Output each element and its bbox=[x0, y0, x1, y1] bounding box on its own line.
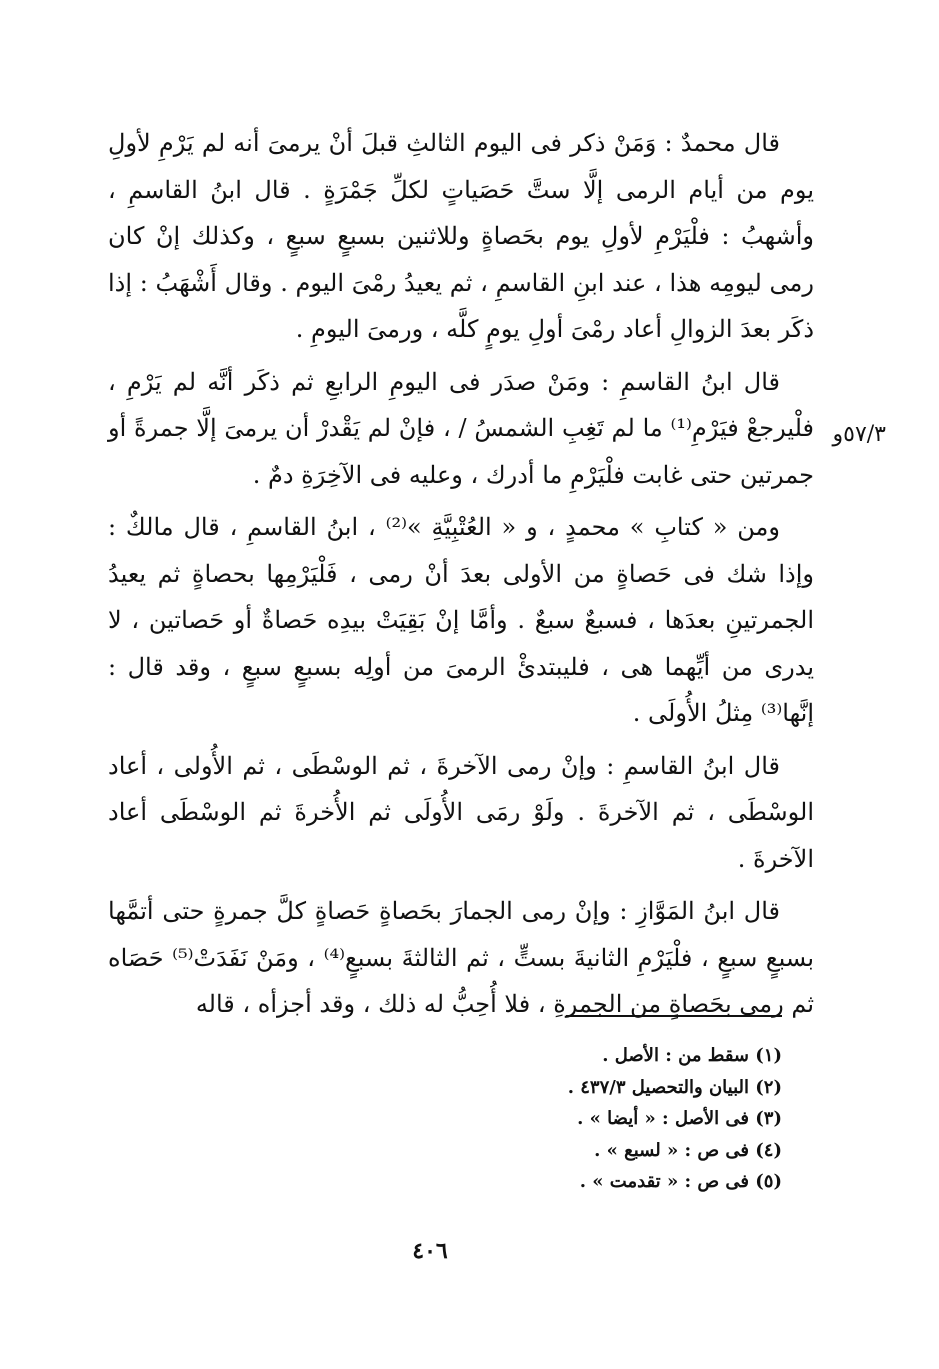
paragraph-5: قال ابنُ المَوَّازِ : وإنْ رمى الجمارَ بحَصاةٍ حَصاةٍ كلَّ جمرةٍ حتى أتمَّها بسبعٍ سبعٍ ، فلْيَرْمِ الثانيةَ بستٍّ ، ثم الثالثةَ بسبعٍ⁽⁴⁾ ، ومَنْ نَفَدَتْ⁽⁵⁾ حَصَاه ثم رمى بحَصاةٍ من الجمرةِ ، فلا أُحِبُّ له ذلك ، وقد أجزأه ، قاله bbox=[108, 897, 814, 1018]
footnotes bbox=[440, 1040, 782, 1198]
paragraph-3: ومن « كتابِ » محمدٍ ، و « العُتْبِيَّةِ »⁽²⁾ ، ابنُ القاسمِ ، قال مالكٌ : وإذا شك فى حَصاةٍ من الأولى بعدَ أنْ رمى ، فَلْيَرْمِها بحصاةٍ ثم يعيدُ الجمرتينِ بعدَها ، فسبعٌ سبعٌ . وأمَّا إنْ بَقِيَتْ بيدِه حَصاةٌ أو حَصاتين ، لا يدرى من أيِّهما هى ، فليبتدئْ الرمىَ من أولِه بسبعٍ سبعٍ ، وقد قال : إنَّها⁽³⁾ مِثلُ الأُولَى . bbox=[108, 513, 815, 727]
footnote-4: (٤) فى ص : « لسبع » . bbox=[594, 1139, 782, 1161]
main-text bbox=[108, 120, 814, 1028]
paragraph-4: قال ابنُ القاسمِ : وإنْ رمى الآخرةَ ، ثم الوسْطَى ، ثم الأُولى ، أعاد الوسْطَى ، ثم الآخرةَ . ولَوْ رمَى الأُولَى ثم الأُخرةَ ثم الوسْطَى أعاد الآخرةَ . bbox=[108, 751, 814, 873]
paragraph-2: قال ابنُ القاسمِ : ومَنْ صدَر فى اليومِ الرابعِ ثم ذكَر أنَّه لم يَرْمِ ، فلْيرجعْ فيَرْمِ⁽¹⁾ ما لم تَغِبِ الشمسُ / ، فإنْ لم يَقْدرْ أن يرمىَ إلَّا جمرةً أو جمرتين حتى غابت فلْيَرْمِ ما أدرك ، وعليه فى الآخِرَةِ دمٌ . bbox=[108, 367, 814, 489]
footnote-1: (١) سقط من : الأصل . bbox=[602, 1045, 782, 1066]
footnote-5: (٥) فى ص : « تقدمت » . bbox=[579, 1171, 782, 1192]
paragraph-1: قال محمدٌ : وَمَنْ ذكر فى اليوم الثالثِ قبلَ أنْ يرمىَ أنه لم يَرْمِ لأولِ يوم من أيام الرمى إلَّا ستَّ حَصَياتٍ لكلِّ جَمْرَةٍ . قال ابنُ القاسمِ ، وأشهبُ : فلْيَرْمِ لأولِ يوم بحَصاةٍ وللاثنين بسبعٍ سبعٍ ، وكذلك إنْ كان رمى ليومِه هذا ، عند ابنِ القاسمِ ، ثم يعيدُ رمْىَ اليوم . وقال أَشْهَبُ : إذا ذكَر بعدَ الزوالِ أعاد رمْىَ أولِ يومٍ كلَّه ، ورمىَ اليومِ . bbox=[108, 129, 814, 343]
page-number: ٤٠٦ bbox=[412, 1238, 448, 1264]
marginal-folio-note: ٥٧/٣و bbox=[832, 422, 886, 447]
footnote-separator bbox=[566, 1015, 782, 1017]
footnote-3: (٣) فى الأصل : « أيضا » . bbox=[577, 1108, 782, 1129]
footnote-2: (٢) البيان والتحصيل ٤٣٧/٣ . bbox=[567, 1076, 782, 1098]
